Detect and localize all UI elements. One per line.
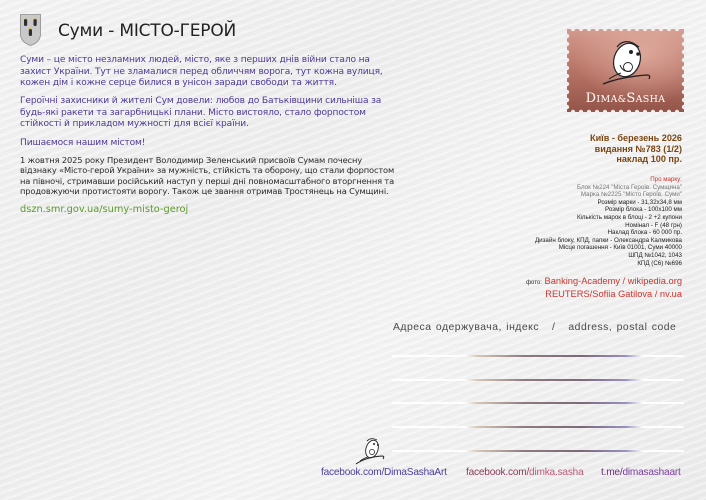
social-prefix: facebook.com/ bbox=[466, 467, 530, 478]
brand-stamp bbox=[565, 27, 686, 114]
about-line: Марка №2225 "Місто Героїв. Суми" bbox=[580, 191, 682, 199]
defenders-paragraph: Героїчні захисники й жителі Сум довели: любов до Батьківщини сильніша за будь-які ракети та загарбницькі плани. Місто вистояло, стало форпостом стійкості й прикладом мужності для всієї країни. bbox=[20, 96, 382, 129]
edition-number: видання №783 (1/2) bbox=[594, 143, 682, 154]
social-handle: DimaSashaArt bbox=[384, 467, 447, 478]
about-line: ШПД №1042, 1043 bbox=[628, 251, 682, 259]
social-link-telegram[interactable] bbox=[601, 467, 681, 478]
address-line-2[interactable] bbox=[392, 379, 684, 381]
social-prefix: t.me/ bbox=[601, 467, 623, 478]
about-line: Наклад блока - 60 000 пр. bbox=[607, 229, 682, 237]
social-link-facebook-dimka-sasha[interactable] bbox=[466, 467, 584, 478]
edition-info bbox=[590, 133, 682, 165]
social-link-facebook-dimasashaart[interactable] bbox=[321, 467, 447, 478]
address-line-5[interactable] bbox=[392, 450, 684, 452]
address-line-1[interactable] bbox=[392, 355, 684, 357]
about-line: Дизайн блоку, КПД, папки - Олександра Калмикова bbox=[534, 236, 682, 244]
address-line-3[interactable] bbox=[392, 402, 684, 404]
page-title: Суми - МІСТО-ГЕРОЙ bbox=[58, 21, 237, 41]
social-prefix: facebook.com/ bbox=[321, 467, 385, 478]
about-line: Номінал - F (48 грн) bbox=[625, 221, 682, 229]
photo-label: фото: bbox=[526, 280, 542, 286]
edition-print-run: наклад 100 пр. bbox=[616, 154, 682, 165]
about-line: Розмір марки - 31,32х34,8 мм bbox=[597, 198, 682, 206]
social-handle: dimka.sasha bbox=[529, 467, 584, 478]
intro-paragraph: Суми – це місто незламних людей, місто, яке з перших днів війни стало на захист України. Тут не зламалися перед обличчям ворога, тут кожна вулиця, кожен дім і кожне серце билися в унісон заради свободи та життя. bbox=[20, 55, 383, 88]
address-label bbox=[393, 322, 676, 333]
about-line: Блок №224 "Міста Героїв. Сумщина" bbox=[576, 183, 682, 191]
about-stamp bbox=[535, 176, 682, 267]
about-heading: Про марку: bbox=[650, 176, 682, 183]
about-line: Розмір блока - 100х100 мм bbox=[605, 206, 682, 214]
about-line: КПД (С6) №696 bbox=[637, 259, 682, 267]
about-line: Місце погашення - Київ 01001, Суми 40000 bbox=[558, 244, 682, 252]
social-handle: dimasashaart bbox=[622, 467, 681, 478]
owl-logo-small-icon bbox=[352, 437, 386, 467]
about-line: Кількість марок в блоці - 2 +2 купони bbox=[576, 213, 682, 221]
address-label-ua: Адреса одержувача, індекс bbox=[393, 322, 540, 333]
edition-place-date: Київ - березень 2026 bbox=[590, 133, 682, 143]
pride-paragraph: Пишаємося нашим містом! bbox=[20, 138, 146, 148]
photo-credit-2: REUTERS/Sofiia Gatilova / nv.ua bbox=[545, 288, 682, 299]
address-separator: / bbox=[552, 322, 556, 333]
source-link[interactable]: dszn.smr.gov.ua/sumy-misto-geroj bbox=[20, 204, 189, 215]
address-line-4[interactable] bbox=[392, 426, 684, 428]
photo-credit-1: Banking-Academy / wikipedia.org bbox=[544, 276, 682, 286]
sumy-coat-of-arms-icon bbox=[20, 14, 41, 46]
svg-text:DIMA&SASHA: DIMA&SASHA bbox=[585, 91, 666, 106]
address-label-en: address, postal code bbox=[568, 322, 677, 333]
photo-credits bbox=[526, 276, 682, 299]
award-paragraph: 1 жовтня 2025 року Президент Володимир Зеленський присвоїв Сумам почесну відзнаку «Місто-герой України» за мужність, стійкість та оборону, що стали форпостом на півночі, стримавши російський наступ у перші дні повномасштабного вторгнення та продовжуючи протистояти ворогу. Також це звання отримав Тростянець на Сумщині. bbox=[20, 155, 395, 197]
